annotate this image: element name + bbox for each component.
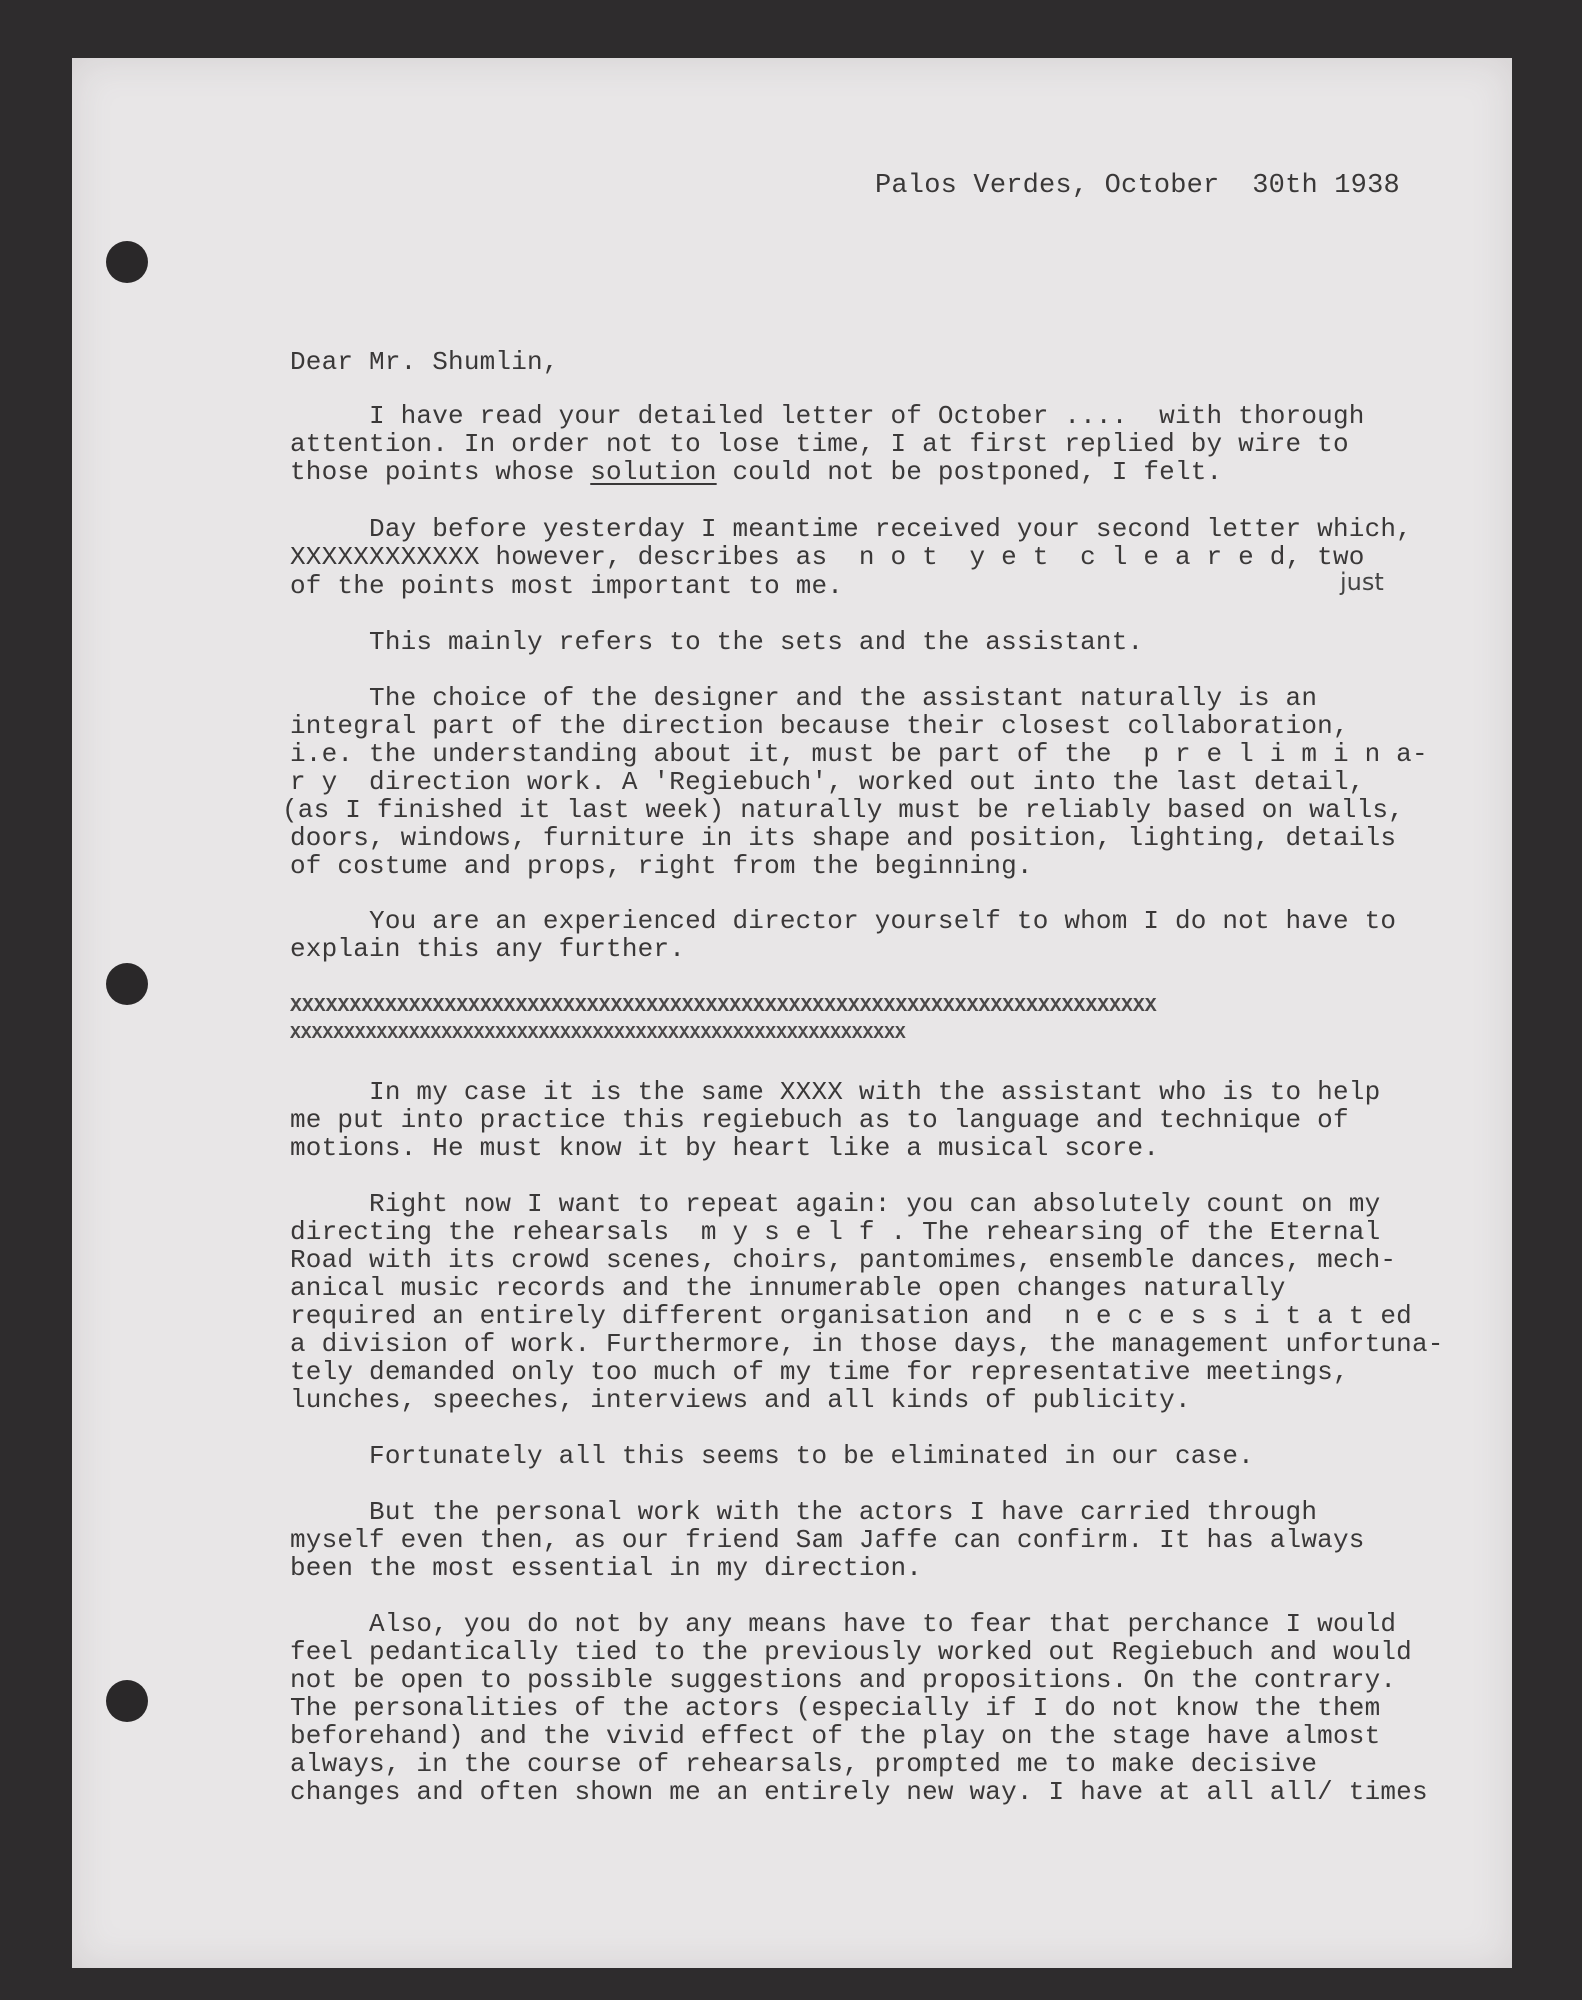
p10-line-3: not be open to possible suggestions and propositions. On the contrary. (290, 1665, 1397, 1695)
p1-line-3: those points whose solution could not be postponed, I felt. (290, 457, 1223, 487)
p5-line-2: explain this any further. (290, 934, 686, 964)
punch-hole-middle (106, 963, 148, 1005)
date-line: Palos Verdes, October 30th 1938 (875, 171, 1400, 201)
p4-line-5: (as I finished it last week) naturally must be reliably based on walls, (282, 795, 1404, 825)
p10-line-1: Also, you do not by any means have to fear that perchance I would (290, 1609, 1397, 1639)
p10-line-2: feel pedantically tied to the previously worked out Regiebuch and would (290, 1637, 1412, 1667)
p7-line-8: lunches, speeches, interviews and all kinds of publicity. (290, 1385, 1191, 1415)
struck-line-2: XXXXXXXXXXXXXXXXXXXXXXXXXXXXXXXXXXXXXXXXXXXXXXXXXXXXXXXXX (290, 1024, 906, 1044)
p7-line-5: required an entirely different organisation and n e c e s s i t a t ed (290, 1301, 1412, 1331)
p2-line-3: of the points most important to me. (290, 571, 844, 601)
p1-line-2: attention. In order not to lose time, I at first replied by wire to (290, 429, 1349, 459)
p7-line-1: Right now I want to repeat again: you can absolutely count on my (290, 1189, 1381, 1219)
p6-line-2: me put into practice this regiebuch as to language and technique of (290, 1105, 1349, 1135)
underlined-word-solution: solution (590, 457, 717, 487)
punch-hole-bottom (106, 1680, 148, 1722)
p6-line-1: In my case it is the same XXXX with the assistant who is to help (290, 1077, 1381, 1107)
handwritten-insert-just: just (1340, 568, 1384, 596)
struck-line-1: XXXXXXXXXXXXXXXXXXXXXXXXXXXXXXXXXXXXXXXXXXXXXXXXXXXXXXXXXXXXXXXXXXXXXXXXX (290, 995, 1157, 1017)
p10-line-7: changes and often shown me an entirely new way. I have at all all/ times (290, 1777, 1428, 1807)
p2-line-2: XXXXXXXXXXXX however, describes as n o t y e t c l e a r e d, two (290, 542, 1365, 572)
p3-line-1: This mainly refers to the sets and the assistant. (290, 627, 1144, 657)
p4-line-2: integral part of the direction because their closest collaboration, (290, 711, 1349, 741)
p7-line-6: a division of work. Furthermore, in those days, the management unfortuna- (290, 1329, 1444, 1359)
p4-line-7: of costume and props, right from the beginning. (290, 851, 1033, 881)
p9-line-1: But the personal work with the actors I have carried through (290, 1497, 1318, 1527)
p7-line-4: anical music records and the innumerable open changes naturally (290, 1273, 1286, 1303)
p7-line-2: directing the rehearsals m y s e l f . The rehearsing of the Eternal (290, 1217, 1381, 1247)
p4-line-1: The choice of the designer and the assistant naturally is an (290, 683, 1318, 713)
p8-line-1: Fortunately all this seems to be eliminated in our case. (290, 1441, 1254, 1471)
p1-line-1: I have read your detailed letter of October .... with thorough (290, 401, 1365, 431)
punch-hole-top (106, 241, 148, 283)
p6-line-3: motions. He must know it by heart like a musical score. (290, 1133, 1160, 1163)
p4-line-4: r y direction work. A 'Regiebuch', worked out into the last detail, (290, 767, 1365, 797)
p9-line-3: been the most essential in my direction. (290, 1553, 923, 1583)
p2-line-1: Day before yesterday I meantime received your second letter which, (290, 514, 1412, 544)
p9-line-2: myself even then, as our friend Sam Jaffe can confirm. It has always (290, 1525, 1365, 1555)
p10-line-4: The personalities of the actors (especially if I do not know the them (290, 1693, 1381, 1723)
p4-line-6: doors, windows, furniture in its shape and position, lighting, details (290, 823, 1397, 853)
p7-line-7: tely demanded only too much of my time for representative meetings, (290, 1357, 1349, 1387)
p10-line-6: always, in the course of rehearsals, prompted me to make decisive (290, 1749, 1318, 1779)
p7-line-3: Road with its crowd scenes, choirs, pantomimes, ensemble dances, mech- (290, 1245, 1397, 1275)
p5-line-1: You are an experienced director yourself to whom I do not have to (290, 906, 1397, 936)
salutation: Dear Mr. Shumlin, (290, 347, 559, 377)
p10-line-5: beforehand) and the vivid effect of the play on the stage have almost (290, 1721, 1381, 1751)
p4-line-3: i.e. the understanding about it, must be part of the p r e l i m i n a- (290, 739, 1428, 769)
